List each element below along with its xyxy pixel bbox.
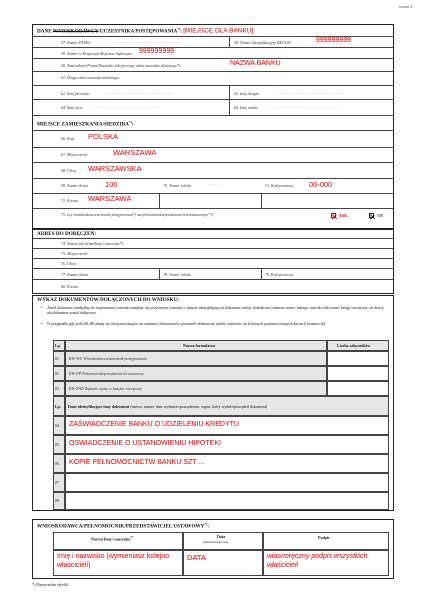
docs-lp-header: Lp. [55,404,61,409]
doc-field[interactable] [65,473,389,492]
signature-title: WNIOSKODAWCA/PEŁNOMOCNIK/PRZEDSTAWICIEL USTAWOWY*): [37,522,210,530]
second-name-field[interactable]: ········································ [275,91,345,96]
forms-count-cell[interactable] [327,351,389,366]
delivery-postal-label: 79. Kod pocztowy [265,272,294,277]
forms-count-header: Liczba załączników [337,343,371,348]
form-kw-wu: KW-WU Wnioskodawca/uczestnik postępowania [69,356,147,361]
documents-note-1: Jeżeli dokument niezbędny do rozpoznania wniosku znajduje się przy innym wniosku w danym identyfikującym dokument należy dodatkowo wskazać numer takiego wniosku lub numer księgi wieczystej, do której akt dokument został dołączony. [47,305,384,316]
pesel-field[interactable]: ········································ [113,40,183,45]
delivery-title: ADRES DO DORĘCZEŃ: [37,231,97,237]
street-label: 68. Ulica [61,168,76,173]
attorney-question: 73. Czy wnioskodawca/uczestnik postępowania*) ma pełnomocnika/przedstawiciela ustawowego*)? [61,213,214,217]
name-label: 60. Nazwa/Imię/Firma/Nazwisko lub pierwszy człon nazwiska złożonego*): [61,63,182,68]
table-row: 85. [55,442,60,447]
signature-header: Podpis [318,535,330,540]
second-surname-label: 61. Drugi człon nazwiska złożonego: [61,75,120,80]
postal-code-field[interactable]: 00-000 [309,180,333,189]
date-value[interactable]: DATA [187,553,206,562]
documents-title: WYKAZ DOKUMENTÓW DOŁĄCZONYCH DO WNIOSKU: [37,297,180,303]
table-row: 81. [55,356,60,361]
forms-count-cell[interactable] [327,381,389,396]
city-field[interactable]: WARSZAWA [113,148,157,157]
city-label: 67. Miejscowość [61,152,88,157]
krs-label: 59. Numer w Krajowym Rejestrze Sądowym: [61,51,133,56]
doc-value[interactable]: ZAŚWIADCZENIE BANKU O UDZIELENIU KREDYTU [69,421,239,428]
attorney-yes-checkbox[interactable] [331,213,336,218]
mother-name-field[interactable]: ········································ [271,105,341,110]
first-name-field[interactable]: ········································ [105,91,175,96]
delivery-street-label: 76. Ulica [61,261,76,266]
apartment-label: 70. Numer lokalu [163,183,191,188]
mother-name-label: 65. Imię matki: [234,105,259,110]
doc-value[interactable]: OŚWIADCZENIE O USTANOWIENIU HIPOTEKI [69,440,221,447]
post-office-field[interactable]: WARSZAWA [88,194,132,203]
table-row: 82. [55,371,60,376]
attorney-yes-label: TAK [339,213,348,218]
documents-note-2: W przypadku gdy pola 84–88 okażą się niewystarczające na wpisanie dokumentów, pozostałe dokumenty należy wymienić na kolejnych ponumerowanych kartach formatu A4. [47,321,326,326]
form-kw-pp: KW-PP Pełnomocnik/przedstawiciel ustawowy [69,371,144,376]
attorney-no-checkbox[interactable] [369,213,374,218]
delivery-address-section [32,229,394,294]
delivery-post-label: 80. Poczta [61,284,78,289]
attorney-no-label: NIE [377,213,384,218]
name-field[interactable]: NAZWA BANKU [230,60,281,67]
documents-section: WYKAZ DOKUMENTÓW DOŁĄCZONYCH DO WNIOSKU: • Jeżeli dokument niezbędny do rozpoznania wniosku znajduje się przy innym wniosku w danym identyfikującym dokument należy dodatkowo wskazać numer takiego wniosku lub numer księgi wieczystej, do której akt dokument został dołączony. • W przypadku gdy pola 84–88 okażą się niewystarczające na wpisanie dokumentów, pozostałe dokumenty należy wymienić na kolejnych ponumerowanych kartach formatu A4. Lp. Nazwa formularza Liczba załączników 81. KW-WU Wnioskodawca/uczestnik postępowania 82. KW-PP Pełnomocnik/przedstawiciel ustawowy 83. KW-ZAD Żądanie wpisu w księdze wieczystej Lp. Dane identyfikujące inny dokument (nazwa, numer, data wydania/sporządzenia, organ, który wydał/sporządził dokument) 84. ZAŚWIADCZENIE BANKU O UDZIELENIU KREDYTU 85. OŚWIADCZENIE O USTANOWIENIU HIPOTEKI 86. KOPIE PEŁNOMOCNICTW BANKU SZT ... 87. 88. [32,295,394,511]
forms-name-header: Nazwa formularza [183,343,215,348]
house-number-field[interactable]: 100 [105,180,118,189]
country-label: 66. Kraj [61,136,75,141]
forms-count-cell[interactable] [327,366,389,381]
applicant-data-section [32,24,394,229]
delivery-house-label: 77. Numer domu [61,272,88,277]
form-kw-zad: KW-ZAD Żądanie wpisu w księdze wieczystej [69,386,142,391]
table-row: 86. [55,461,60,466]
date-header: Data [217,534,226,539]
first-name-label: 62. Imię pierwsze: [61,91,91,96]
delivery-name-label: 74. Nazwa lub firma/Imię i nazwisko*): [61,241,125,246]
address-title: MIEJSCE ZAMIESZKANIA/SIEDZIBA*): [37,120,134,128]
delivery-apartment-label: 78. Numer lokalu [163,272,191,277]
table-row: 84. [55,423,60,428]
regon-label: 58. Numer identyfikacyjny REGON: [234,40,292,45]
doc-field[interactable] [65,492,389,510]
signature-section [32,519,394,579]
country-field[interactable]: POLSKA [88,132,119,141]
docs-header: Dane identyfikujące inny dokument (nazwa, numer, data wydania/sporządzenia, organ, który wydał/sporządził dokument) [68,404,268,409]
delivery-city-label: 75. Miejscowość [61,251,88,256]
pesel-label: 57. Numer PESEL: [61,40,92,45]
table-row: 88. [55,498,60,503]
krs-field[interactable]: 999999999 [139,48,175,55]
postal-code-label: 71. Kod pocztowy [265,183,294,188]
page-number: strona 4 [398,4,412,9]
second-name-label: 63. Imię drugie: [234,91,260,96]
bank-placeholder: [MIEJSCE DLA BANKU] [183,27,254,35]
father-name-label: 64. Imię ojca: [61,105,84,110]
regon-field[interactable]: 999999999 [316,37,352,44]
father-name-field[interactable]: ········································ [93,105,163,110]
footnote: *) Niepotrzebne skreślić. [32,583,70,587]
table-row: 87. [55,480,60,485]
signature-value[interactable]: własnoręczny podpis wszystkich właścicieli [267,553,368,569]
house-number-label: 69. Numer domu [61,183,88,188]
apartment-field[interactable]: ········ [208,182,222,187]
signer-name-header: Nazwa/Imię i nazwisko*) [91,535,133,542]
post-office-label: 72. Poczta [61,198,78,203]
table-row: 83. [55,386,60,391]
date-format-hint: (dzień/miesiąc/rok) [203,540,229,544]
street-field[interactable]: WARSZAWSKA [88,164,142,173]
signer-name-value[interactable]: Imię i nazwisko (wymieniasz kolejno właścicieli) [57,553,170,569]
doc-value[interactable]: KOPIE PEŁNOMOCNICTW BANKU SZT ... [69,459,205,466]
forms-lp-header: Lp. [55,343,61,348]
section-title: DANE WNIOSKODAWCY/UCZESTNIKA POSTĘPOWANIA*): [MIEJSCE DLA BANKU] [37,27,254,35]
